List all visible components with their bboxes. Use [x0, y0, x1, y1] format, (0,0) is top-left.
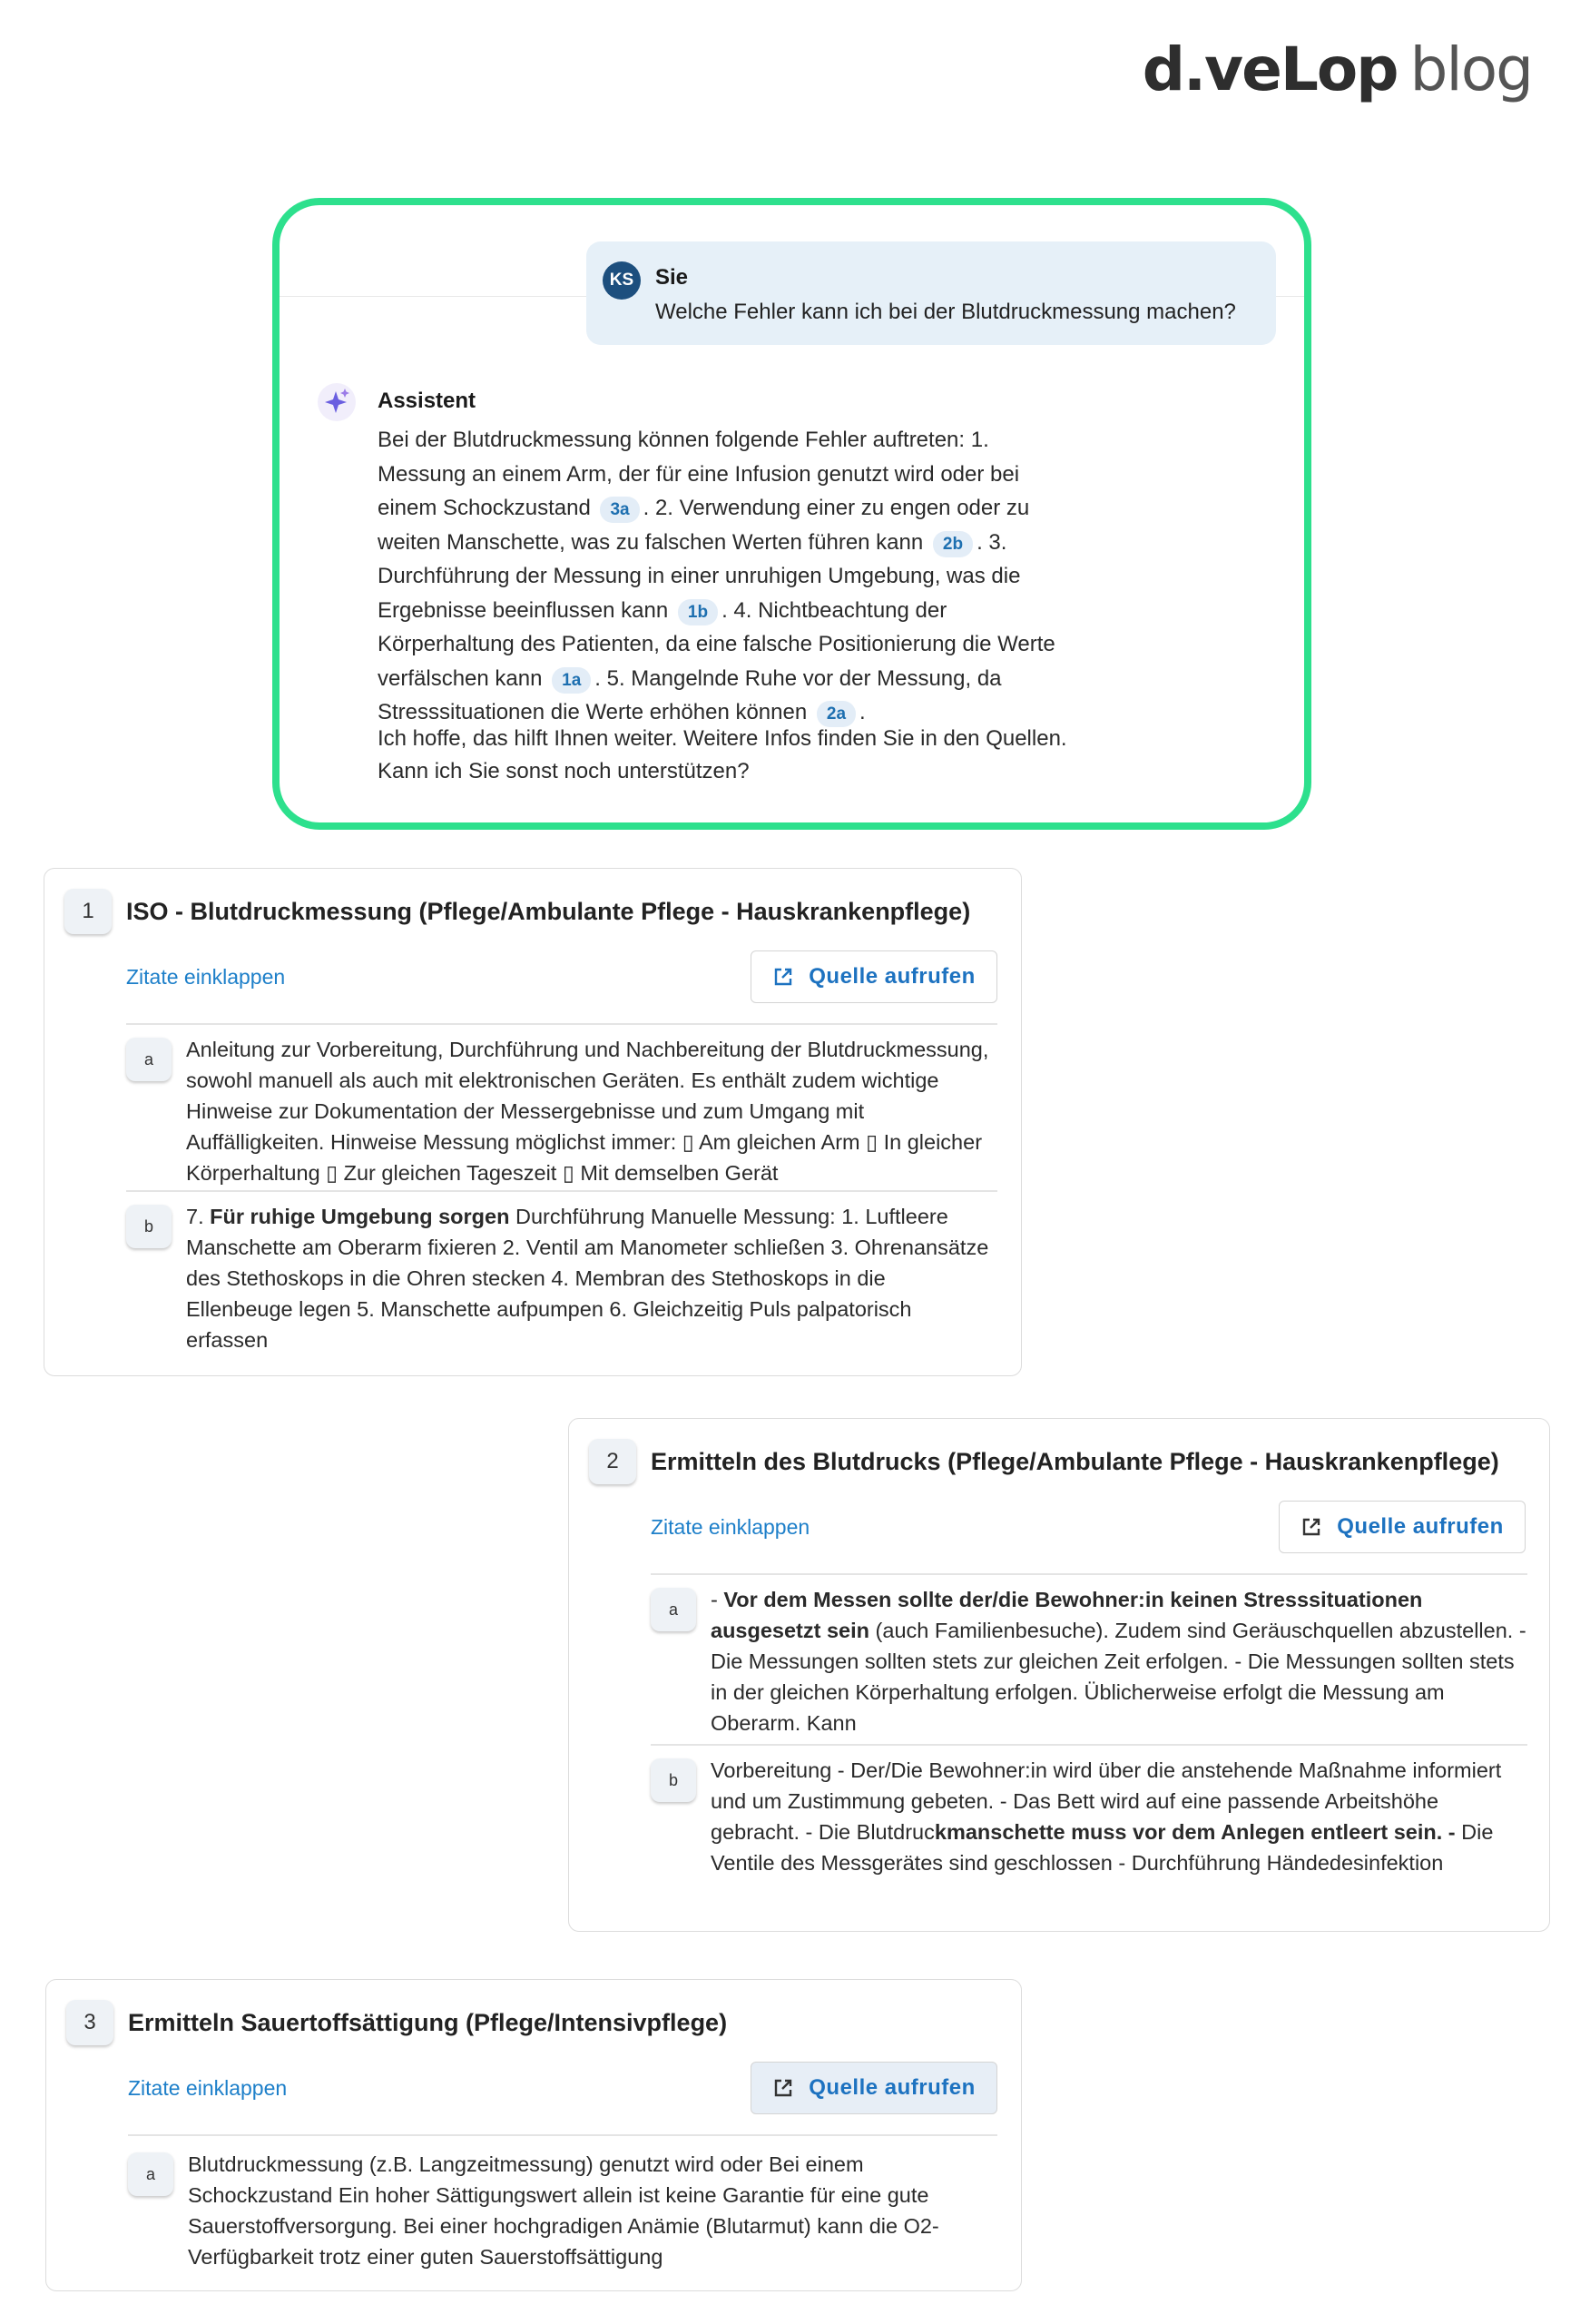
- citation-body: Vorbereitung - Der/Die Bewohner:in wird über die anstehende Maßnahme informiert und um Zustimmung gebeten. - Das Bett wird auf eine passende Arbeitshöhe gebracht. - Die Blutdruc: [711, 1758, 1502, 1844]
- assistant-name: Assistent: [378, 389, 476, 413]
- source-card-1: [44, 868, 1022, 1376]
- open-source-button[interactable]: [751, 950, 997, 1003]
- collapse-citations-link[interactable]: Zitate einklappen: [128, 2076, 288, 2100]
- citation-badge[interactable]: a: [126, 1038, 172, 1081]
- citation-body: Die Ventile des Messgerätes sind geschlossen - Durchführung Händedesinfektion: [711, 1820, 1494, 1875]
- citation-chip[interactable]: 3a: [600, 497, 639, 523]
- assistant-answer: [378, 423, 1067, 730]
- external-link-icon: [1300, 1516, 1322, 1538]
- source-number: 3: [66, 2000, 113, 2045]
- citation-badge[interactable]: b: [126, 1205, 172, 1248]
- collapse-citations-link[interactable]: Zitate einklappen: [126, 965, 286, 989]
- citation-text: Anleitung zur Vorbereitung, Durchführung und Nachbereitung der Blutdruckmessung, sowohl manuell als auch mit elektronischen Geräten. Es enthält zudem wichtige Hinweise zur Dokumentation der Messergebnisse und zum Umgang mit Auffälligkeiten. Hinweise Messung möglichst immer: ▯ Am gleichen Arm ▯ In gleicher Körperhaltung ▯ Zur gleichen Tageszeit ▯ Mit demselben Gerät: [186, 1038, 989, 1185]
- citation-prefix: -: [711, 1588, 724, 1611]
- open-source-button[interactable]: [1279, 1501, 1526, 1553]
- citation-body: Durchführung Manuelle Messung: 1. Luftleere Manschette am Oberarm fixieren 2. Ventil am Manometer schließen 3. Ohrenansätze des Stethoskops in die Ohren stecken 4. Membran des Stethoskops in die Ellenbeuge legen 5. Manschette aufpumpen 6. Gleichzeitig Puls palpatorisch erfassen: [186, 1205, 989, 1352]
- open-source-label: Quelle aufrufen: [1337, 1514, 1504, 1539]
- citation-badge[interactable]: a: [128, 2152, 173, 2196]
- citation-text: [711, 1755, 1533, 1878]
- source-card-2: [568, 1418, 1550, 1932]
- answer-text: . 4. Nichtbeachtung der Körperhaltung des Patienten, da eine falsche Positionierung die Werte verfälschen kann: [378, 597, 1055, 691]
- answer-text: .: [859, 700, 866, 724]
- divider: [126, 1190, 997, 1192]
- logo-text: d.veLop: [1142, 34, 1398, 104]
- user-message-text: Welche Fehler kann ich bei der Blutdruckmessung machen?: [655, 300, 1236, 324]
- logo-suffix: blog: [1409, 34, 1532, 104]
- chat-panel: [272, 198, 1311, 830]
- source-card-3: [45, 1979, 1022, 2291]
- divider: [128, 2134, 997, 2136]
- citation-chip[interactable]: 1b: [678, 599, 718, 625]
- citation-chip[interactable]: 1a: [552, 667, 591, 694]
- open-source-label: Quelle aufrufen: [809, 2075, 976, 2100]
- user-avatar: KS: [603, 261, 641, 300]
- citation-chip[interactable]: 2a: [817, 701, 856, 727]
- external-link-icon: [772, 2077, 794, 2099]
- citation-highlight: Vor dem Messen sollte der/die Bewohner:in keinen Stresssituationen ausgesetzt sein: [711, 1588, 1423, 1642]
- open-source-button[interactable]: [751, 2062, 997, 2114]
- divider: [651, 1573, 1527, 1575]
- citation-text: Blutdruckmessung (z.B. Langzeitmessung) genutzt wird oder Bei einem Schockzustand Ein hoher Sättigungswert allein ist keine Garantie für eine gute Sauerstoffversorgung. Bei einer hochgradigen Anämie (Blutarmut) kann die O2-Verfügbarkeit trotz einer guten Sauerstoffsättigung: [188, 2152, 939, 2269]
- citation-badge[interactable]: a: [651, 1588, 696, 1631]
- open-source-label: Quelle aufrufen: [809, 964, 976, 989]
- brand-logo: [1143, 34, 1532, 104]
- citation-text: [186, 1201, 994, 1355]
- citation-chip[interactable]: 2b: [933, 531, 973, 557]
- answer-text: . 3. Durchführung der Messung in einer unruhigen Umgebung, was die Ergebnisse beeinflussen kann: [378, 529, 1021, 623]
- source-number: 1: [64, 889, 112, 934]
- citation-prefix: 7.: [186, 1205, 211, 1228]
- source-title[interactable]: ISO - Blutdruckmessung (Pflege/Ambulante Pflege - Hauskrankenpflege): [126, 898, 971, 925]
- external-link-icon: [772, 966, 794, 988]
- divider: [651, 1744, 1527, 1746]
- answer-text: Bei der Blutdruckmessung können folgende Fehler auftreten: 1. Messung an einem Arm, der für eine Infusion genutzt wird oder bei einem Schockzustand: [378, 428, 1020, 520]
- user-name: Sie: [655, 265, 689, 290]
- citation-highlight: Für ruhige Umgebung sorgen: [210, 1205, 510, 1228]
- source-title[interactable]: Ermitteln Sauertoffsättigung (Pflege/Intensivpflege): [128, 2009, 728, 2036]
- answer-text: . 2. Verwendung einer zu engen oder zu weiten Manschette, was zu falschen Werten führen kann: [378, 496, 1030, 555]
- citation-body: (auch Familienbesuche). Zudem sind Geräuschquellen abzustellen. - Die Messungen sollten stets zur gleichen Zeit erfolgen. - Die Messungen sollten stets in der gleichen Körperhaltung erfolgen. Üblicherweise erfolgt die Messung am Oberarm. Kann: [711, 1619, 1526, 1735]
- divider: [126, 1023, 997, 1025]
- sparkle-icon: [318, 383, 356, 421]
- source-title[interactable]: Ermitteln des Blutdrucks (Pflege/Ambulante Pflege - Hauskrankenpflege): [651, 1448, 1499, 1475]
- citation-text: [711, 1584, 1533, 1738]
- source-number: 2: [589, 1439, 636, 1484]
- collapse-citations-link[interactable]: Zitate einklappen: [651, 1515, 810, 1539]
- citation-highlight: kmanschette muss vor dem Anlegen entleert sein. -: [934, 1820, 1456, 1844]
- assistant-closing: Ich hoffe, das hilft Ihnen weiter. Weitere Infos finden Sie in den Quellen. Kann ich Sie sonst noch unterstützen?: [378, 726, 1067, 783]
- citation-badge[interactable]: b: [651, 1758, 696, 1802]
- user-message-bubble: [586, 241, 1276, 345]
- answer-text: . 5. Mangelnde Ruhe vor der Messung, da Stresssituationen die Werte erhöhen können: [378, 665, 1002, 724]
